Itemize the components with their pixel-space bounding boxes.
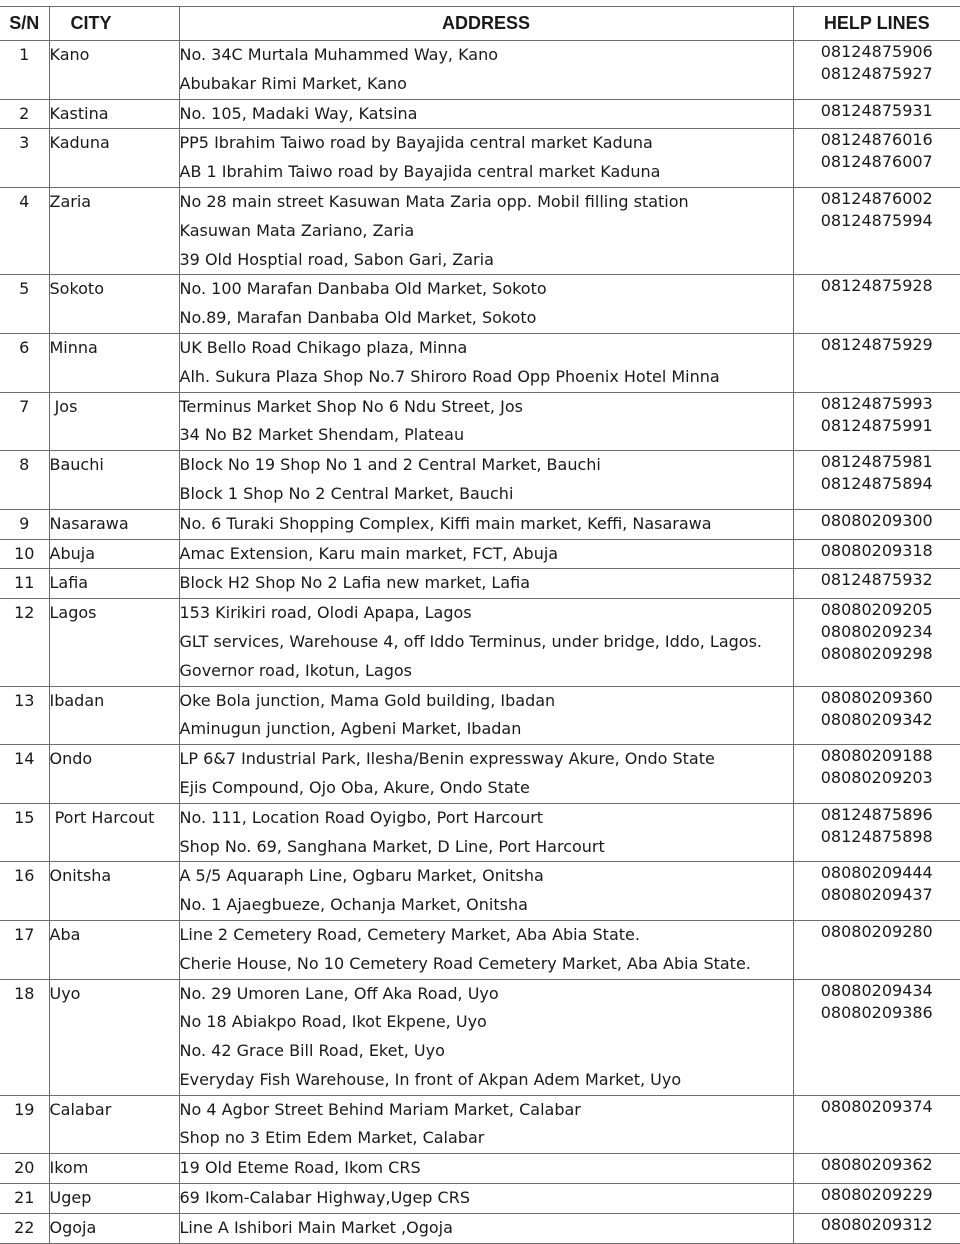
phone-number: 08080209374 bbox=[794, 1096, 960, 1118]
row-number bbox=[0, 41, 49, 100]
city-name: Bauchi bbox=[50, 451, 179, 480]
row-number-text: 9 bbox=[0, 510, 49, 539]
phone-number: 08080209434 bbox=[794, 980, 960, 1002]
address-cell bbox=[179, 1095, 793, 1154]
row-number bbox=[0, 392, 49, 451]
city-cell bbox=[49, 129, 179, 188]
row-number bbox=[0, 599, 49, 686]
address-line: Governor road, Ikotun, Lagos bbox=[180, 657, 793, 686]
address-line: Shop no 3 Etim Edem Market, Calabar bbox=[180, 1124, 793, 1153]
address-line: No 28 main street Kasuwan Mata Zaria opp. Mobil filling station bbox=[180, 188, 793, 217]
address-cell bbox=[179, 1184, 793, 1214]
help-lines-cell bbox=[793, 187, 960, 274]
city-cell bbox=[49, 451, 179, 510]
help-lines-cell bbox=[793, 569, 960, 599]
row-number-text: 21 bbox=[0, 1184, 49, 1213]
row-number-text: 20 bbox=[0, 1154, 49, 1183]
address-line: No.89, Marafan Danbaba Old Market, Sokoto bbox=[180, 304, 793, 333]
address-cell bbox=[179, 1213, 793, 1243]
city-name: Minna bbox=[50, 334, 179, 363]
city-cell bbox=[49, 509, 179, 539]
table-row bbox=[0, 569, 960, 599]
city-cell bbox=[49, 569, 179, 599]
address-cell bbox=[179, 392, 793, 451]
phone-number: 08080209280 bbox=[794, 921, 960, 943]
phone-number: 08124875896 bbox=[794, 804, 960, 826]
table-row bbox=[0, 392, 960, 451]
address-line: Kasuwan Mata Zariano, Zaria bbox=[180, 217, 793, 246]
table-row bbox=[0, 99, 960, 129]
phone-number: 08124875898 bbox=[794, 826, 960, 848]
phone-number: 08080209437 bbox=[794, 884, 960, 906]
address-cell bbox=[179, 129, 793, 188]
table-row bbox=[0, 686, 960, 745]
city-name: Sokoto bbox=[50, 275, 179, 304]
help-lines-cell bbox=[793, 745, 960, 804]
row-number bbox=[0, 979, 49, 1095]
help-lines-cell bbox=[793, 599, 960, 686]
address-line: Everyday Fish Warehouse, In front of Akpan Adem Market, Uyo bbox=[180, 1066, 793, 1095]
city-name: Kastina bbox=[50, 100, 179, 129]
header-help-lines: HELP LINES bbox=[793, 7, 960, 41]
help-lines-cell bbox=[793, 41, 960, 100]
table-row bbox=[0, 539, 960, 569]
row-number-text: 16 bbox=[0, 862, 49, 891]
address-line: Block H2 Shop No 2 Lafia new market, Lafia bbox=[180, 569, 793, 598]
address-line: Cherie House, No 10 Cemetery Road Cemetery Market, Aba Abia State. bbox=[180, 950, 793, 979]
row-number bbox=[0, 99, 49, 129]
address-cell bbox=[179, 745, 793, 804]
row-number-text: 12 bbox=[0, 599, 49, 628]
address-line: 153 Kirikiri road, Olodi Apapa, Lagos bbox=[180, 599, 793, 628]
row-number bbox=[0, 509, 49, 539]
row-number bbox=[0, 686, 49, 745]
address-cell bbox=[179, 803, 793, 862]
phone-number: 08124875927 bbox=[794, 63, 960, 85]
phone-number: 08080209203 bbox=[794, 767, 960, 789]
row-number-text: 4 bbox=[0, 188, 49, 217]
address-cell bbox=[179, 275, 793, 334]
table-row bbox=[0, 862, 960, 921]
phone-number: 08124875932 bbox=[794, 569, 960, 591]
table-row bbox=[0, 1184, 960, 1214]
address-line: No. 100 Marafan Danbaba Old Market, Sokoto bbox=[180, 275, 793, 304]
city-name: Kaduna bbox=[50, 129, 179, 158]
phone-number: 08124876016 bbox=[794, 129, 960, 151]
phone-number: 08080209298 bbox=[794, 643, 960, 665]
city-cell bbox=[49, 41, 179, 100]
city-name: Ibadan bbox=[50, 687, 179, 716]
row-number-text: 22 bbox=[0, 1214, 49, 1243]
city-name: Ikom bbox=[50, 1154, 179, 1183]
row-number bbox=[0, 539, 49, 569]
city-cell bbox=[49, 599, 179, 686]
address-line: No. 42 Grace Bill Road, Eket, Uyo bbox=[180, 1037, 793, 1066]
city-name: Ugep bbox=[50, 1184, 179, 1213]
address-cell bbox=[179, 187, 793, 274]
address-line: GLT services, Warehouse 4, off Iddo Terminus, under bridge, Iddo, Lagos. bbox=[180, 628, 793, 657]
header-sn: S/N bbox=[0, 7, 49, 41]
table-row bbox=[0, 129, 960, 188]
city-cell bbox=[49, 1154, 179, 1184]
phone-number: 08124875929 bbox=[794, 334, 960, 356]
table-row bbox=[0, 803, 960, 862]
address-cell bbox=[179, 41, 793, 100]
row-number-text: 10 bbox=[0, 540, 49, 569]
address-line: 34 No B2 Market Shendam, Plateau bbox=[180, 421, 793, 450]
row-number bbox=[0, 333, 49, 392]
address-line: No. 29 Umoren Lane, Off Aka Road, Uyo bbox=[180, 980, 793, 1009]
address-line: No. 6 Turaki Shopping Complex, Kiffi main market, Keffi, Nasarawa bbox=[180, 510, 793, 539]
address-cell bbox=[179, 1154, 793, 1184]
header-row bbox=[0, 7, 960, 41]
row-number bbox=[0, 1184, 49, 1214]
table-row bbox=[0, 1095, 960, 1154]
address-line: Shop No. 69, Sanghana Market, D Line, Port Harcourt bbox=[180, 833, 793, 862]
phone-number: 08124875994 bbox=[794, 210, 960, 232]
city-name: Port Harcout bbox=[50, 804, 179, 833]
address-cell bbox=[179, 599, 793, 686]
address-line: AB 1 Ibrahim Taiwo road by Bayajida central market Kaduna bbox=[180, 158, 793, 187]
table-row bbox=[0, 333, 960, 392]
phone-number: 08124875981 bbox=[794, 451, 960, 473]
address-cell bbox=[179, 686, 793, 745]
city-name: Zaria bbox=[50, 188, 179, 217]
address-line: Line 2 Cemetery Road, Cemetery Market, Aba Abia State. bbox=[180, 921, 793, 950]
address-line: Abubakar Rimi Market, Kano bbox=[180, 70, 793, 99]
address-cell bbox=[179, 979, 793, 1095]
row-number bbox=[0, 569, 49, 599]
row-number bbox=[0, 862, 49, 921]
city-cell bbox=[49, 392, 179, 451]
help-lines-cell bbox=[793, 920, 960, 979]
address-cell bbox=[179, 451, 793, 510]
city-cell bbox=[49, 862, 179, 921]
row-number bbox=[0, 1095, 49, 1154]
address-line: No. 1 Ajaegbueze, Ochanja Market, Onitsha bbox=[180, 891, 793, 920]
address-line: Line A Ishibori Main Market ,Ogoja bbox=[180, 1214, 793, 1243]
phone-number: 08080209205 bbox=[794, 599, 960, 621]
table-row bbox=[0, 1154, 960, 1184]
row-number-text: 3 bbox=[0, 129, 49, 158]
help-lines-cell bbox=[793, 803, 960, 862]
address-cell bbox=[179, 509, 793, 539]
city-cell bbox=[49, 745, 179, 804]
city-cell bbox=[49, 1184, 179, 1214]
address-line: Ejis Compound, Ojo Oba, Akure, Ondo State bbox=[180, 774, 793, 803]
city-cell bbox=[49, 979, 179, 1095]
city-name: Lagos bbox=[50, 599, 179, 628]
header-city: CITY bbox=[49, 7, 179, 41]
phone-number: 08080209312 bbox=[794, 1214, 960, 1236]
help-lines-cell bbox=[793, 1095, 960, 1154]
city-name: Onitsha bbox=[50, 862, 179, 891]
phone-number: 08080209386 bbox=[794, 1002, 960, 1024]
row-number-text: 7 bbox=[0, 393, 49, 422]
phone-number: 08124876007 bbox=[794, 151, 960, 173]
row-number bbox=[0, 1213, 49, 1243]
address-line: No. 111, Location Road Oyigbo, Port Harcourt bbox=[180, 804, 793, 833]
table-row bbox=[0, 979, 960, 1095]
table-row bbox=[0, 509, 960, 539]
city-cell bbox=[49, 539, 179, 569]
help-lines-cell bbox=[793, 275, 960, 334]
city-name: Ogoja bbox=[50, 1214, 179, 1243]
city-name: Jos bbox=[50, 393, 179, 422]
address-line: UK Bello Road Chikago plaza, Minna bbox=[180, 334, 793, 363]
phone-number: 08080209318 bbox=[794, 540, 960, 562]
address-line: Alh. Sukura Plaza Shop No.7 Shiroro Road Opp Phoenix Hotel Minna bbox=[180, 363, 793, 392]
phone-number: 08080209362 bbox=[794, 1154, 960, 1176]
help-lines-cell bbox=[793, 333, 960, 392]
city-cell bbox=[49, 920, 179, 979]
phone-number: 08124876002 bbox=[794, 188, 960, 210]
phone-number: 08080209342 bbox=[794, 709, 960, 731]
city-name: Uyo bbox=[50, 980, 179, 1009]
row-number bbox=[0, 129, 49, 188]
table-row bbox=[0, 599, 960, 686]
address-line: 19 Old Eteme Road, Ikom CRS bbox=[180, 1154, 793, 1183]
row-number-text: 18 bbox=[0, 980, 49, 1009]
table-body bbox=[0, 41, 960, 1244]
address-line: No 4 Agbor Street Behind Mariam Market, Calabar bbox=[180, 1096, 793, 1125]
table-row bbox=[0, 275, 960, 334]
row-number-text: 5 bbox=[0, 275, 49, 304]
help-lines-cell bbox=[793, 509, 960, 539]
row-number-text: 17 bbox=[0, 921, 49, 950]
address-line: No. 34C Murtala Muhammed Way, Kano bbox=[180, 41, 793, 70]
address-line: Block No 19 Shop No 1 and 2 Central Market, Bauchi bbox=[180, 451, 793, 480]
help-lines-cell bbox=[793, 1213, 960, 1243]
address-cell bbox=[179, 569, 793, 599]
row-number-text: 15 bbox=[0, 804, 49, 833]
row-number bbox=[0, 1154, 49, 1184]
address-line: PP5 Ibrahim Taiwo road by Bayajida central market Kaduna bbox=[180, 129, 793, 158]
row-number-text: 19 bbox=[0, 1096, 49, 1125]
phone-number: 08124875894 bbox=[794, 473, 960, 495]
city-cell bbox=[49, 803, 179, 862]
address-line: 69 Ikom-Calabar Highway,Ugep CRS bbox=[180, 1184, 793, 1213]
row-number bbox=[0, 745, 49, 804]
phone-number: 08080209300 bbox=[794, 510, 960, 532]
phone-number: 08080209188 bbox=[794, 745, 960, 767]
table-row bbox=[0, 451, 960, 510]
row-number bbox=[0, 451, 49, 510]
address-line: Terminus Market Shop No 6 Ndu Street, Jos bbox=[180, 393, 793, 422]
row-number-text: 1 bbox=[0, 41, 49, 70]
help-lines-cell bbox=[793, 686, 960, 745]
city-cell bbox=[49, 686, 179, 745]
address-line: 39 Old Hosptial road, Sabon Gari, Zaria bbox=[180, 246, 793, 275]
city-name: Abuja bbox=[50, 540, 179, 569]
row-number bbox=[0, 920, 49, 979]
help-lines-cell bbox=[793, 451, 960, 510]
address-cell bbox=[179, 920, 793, 979]
address-line: No 18 Abiakpo Road, Ikot Ekpene, Uyo bbox=[180, 1008, 793, 1037]
city-cell bbox=[49, 333, 179, 392]
phone-number: 08124875928 bbox=[794, 275, 960, 297]
help-lines-cell bbox=[793, 1154, 960, 1184]
help-lines-cell bbox=[793, 862, 960, 921]
row-number-text: 11 bbox=[0, 569, 49, 598]
address-cell bbox=[179, 862, 793, 921]
phone-number: 08080209234 bbox=[794, 621, 960, 643]
address-line: Oke Bola junction, Mama Gold building, Ibadan bbox=[180, 687, 793, 716]
address-cell bbox=[179, 539, 793, 569]
address-line: LP 6&7 Industrial Park, Ilesha/Benin expressway Akure, Ondo State bbox=[180, 745, 793, 774]
phone-number: 08124875931 bbox=[794, 100, 960, 122]
header-address: ADDRESS bbox=[179, 7, 793, 41]
address-cell bbox=[179, 333, 793, 392]
help-lines-cell bbox=[793, 129, 960, 188]
row-number-text: 6 bbox=[0, 334, 49, 363]
city-cell bbox=[49, 187, 179, 274]
phone-number: 08124875993 bbox=[794, 393, 960, 415]
city-name: Aba bbox=[50, 921, 179, 950]
address-cell bbox=[179, 99, 793, 129]
help-lines-cell bbox=[793, 99, 960, 129]
city-cell bbox=[49, 1213, 179, 1243]
row-number bbox=[0, 275, 49, 334]
city-cell bbox=[49, 275, 179, 334]
address-line: No. 105, Madaki Way, Katsina bbox=[180, 100, 793, 129]
row-number-text: 14 bbox=[0, 745, 49, 774]
address-line: Block 1 Shop No 2 Central Market, Bauchi bbox=[180, 480, 793, 509]
city-name: Lafia bbox=[50, 569, 179, 598]
city-name: Kano bbox=[50, 41, 179, 70]
phone-number: 08080209360 bbox=[794, 687, 960, 709]
help-lines-cell bbox=[793, 1184, 960, 1214]
phone-number: 08124875991 bbox=[794, 415, 960, 437]
helpline-directory-table bbox=[0, 6, 960, 1244]
row-number-text: 8 bbox=[0, 451, 49, 480]
city-name: Calabar bbox=[50, 1096, 179, 1125]
address-line: Aminugun junction, Agbeni Market, Ibadan bbox=[180, 715, 793, 744]
phone-number: 08080209229 bbox=[794, 1184, 960, 1206]
phone-number: 08080209444 bbox=[794, 862, 960, 884]
address-line: Amac Extension, Karu main market, FCT, Abuja bbox=[180, 540, 793, 569]
row-number-text: 13 bbox=[0, 687, 49, 716]
table-row bbox=[0, 187, 960, 274]
city-name: Ondo bbox=[50, 745, 179, 774]
city-cell bbox=[49, 99, 179, 129]
help-lines-cell bbox=[793, 539, 960, 569]
city-name: Nasarawa bbox=[50, 510, 179, 539]
row-number bbox=[0, 803, 49, 862]
city-cell bbox=[49, 1095, 179, 1154]
table-row bbox=[0, 745, 960, 804]
help-lines-cell bbox=[793, 392, 960, 451]
row-number-text: 2 bbox=[0, 100, 49, 129]
table-row bbox=[0, 920, 960, 979]
phone-number: 08124875906 bbox=[794, 41, 960, 63]
table-row bbox=[0, 41, 960, 100]
help-lines-cell bbox=[793, 979, 960, 1095]
address-line: A 5/5 Aquaraph Line, Ogbaru Market, Onitsha bbox=[180, 862, 793, 891]
row-number bbox=[0, 187, 49, 274]
table-row bbox=[0, 1213, 960, 1243]
